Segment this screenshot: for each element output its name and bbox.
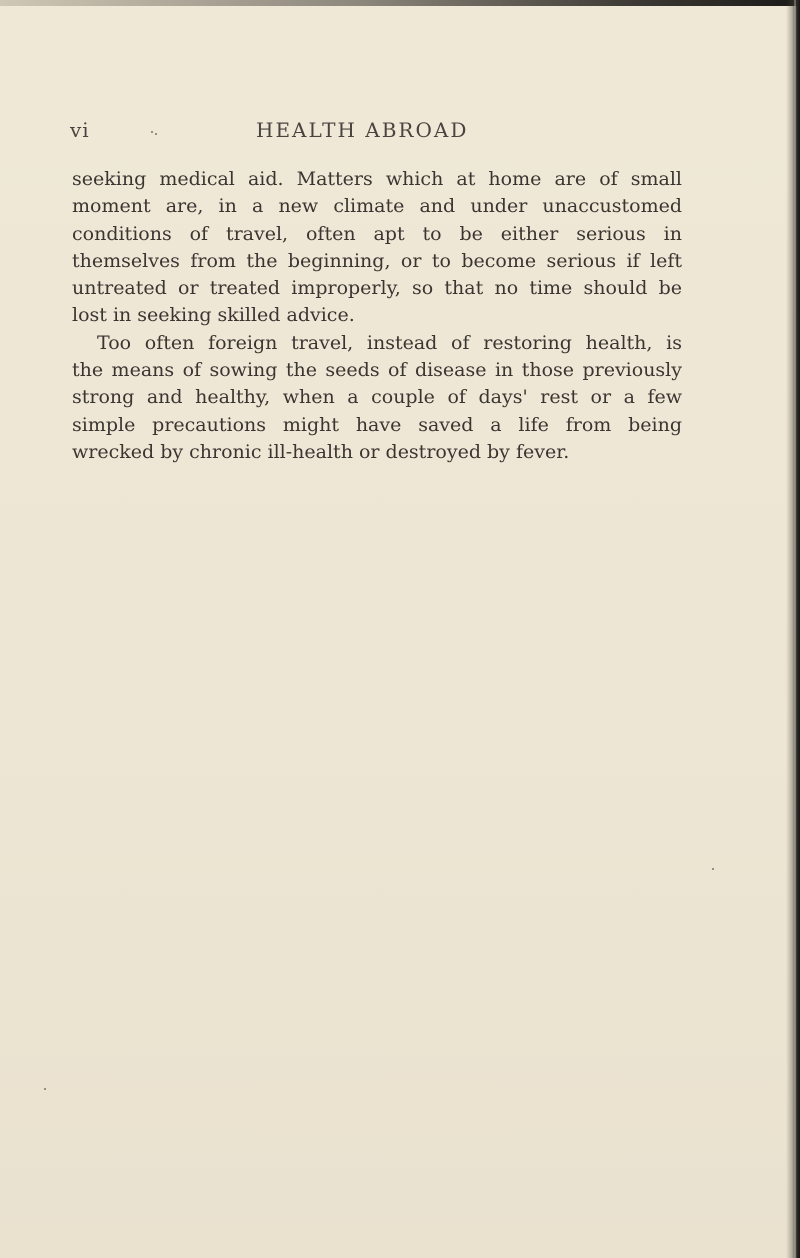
text-line: the means of sowing the seeds of disease in those previously [72, 359, 682, 382]
paragraph-1 [72, 166, 682, 330]
text-line: seeking medical aid. Matters which at home are of small [72, 168, 682, 190]
text-line: wrecked by chronic ill-health or destroyed by fever. [72, 440, 570, 463]
text-line: lost in seeking skilled advice. [72, 304, 355, 327]
paper-speck [712, 868, 714, 870]
body-text [72, 166, 682, 466]
spine-highlight [794, 0, 796, 1258]
page-top-edge [0, 0, 800, 6]
text-line: themselves from the beginning, or to become serious if left [72, 249, 682, 272]
paper-speck [44, 1088, 46, 1090]
text-line: untreated or treated improperly, so that no time should be [72, 277, 682, 300]
paper-speck [151, 131, 153, 133]
text-line: moment are, in a new climate and under unaccustomed [72, 195, 682, 218]
spine-shadow [786, 0, 800, 1258]
running-head [70, 118, 740, 144]
paper-speck [155, 133, 157, 135]
running-title: HEALTH ABROAD [256, 118, 469, 142]
text-line: strong and healthy, when a couple of days' rest or a few [72, 386, 682, 409]
text-line: Too often foreign travel, instead of restoring health, is [97, 331, 682, 354]
page-number: vi [70, 118, 90, 142]
paragraph-2 [72, 330, 682, 466]
text-line: conditions of travel, often apt to be either serious in [72, 222, 682, 245]
text-line: simple precautions might have saved a life from being [72, 413, 682, 436]
